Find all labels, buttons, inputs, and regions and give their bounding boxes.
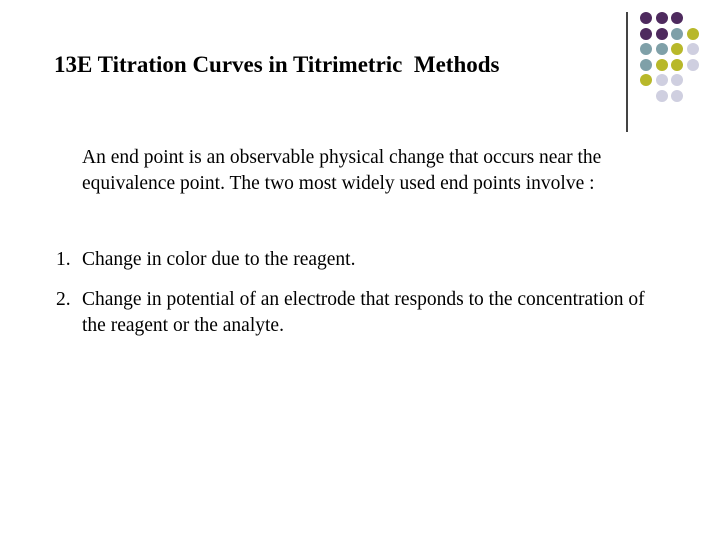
decorative-dot	[656, 28, 668, 40]
decorative-dot	[671, 28, 683, 40]
decorative-dot	[640, 74, 652, 86]
decorative-dot	[656, 90, 668, 102]
end-point-list	[56, 247, 656, 353]
decorative-dot	[640, 12, 652, 24]
list-item-number: 2.	[56, 289, 71, 310]
decorative-dot	[656, 59, 668, 71]
decorative-dot	[687, 59, 699, 71]
decorative-dot	[671, 59, 683, 71]
list-item-text: Change in color due to the reagent.	[82, 249, 356, 270]
decorative-dot	[671, 43, 683, 55]
list-item	[56, 287, 656, 339]
decorative-dot	[671, 74, 683, 86]
list-item	[56, 247, 656, 273]
decorative-dot	[671, 12, 683, 24]
decorative-dot	[656, 74, 668, 86]
slide-title: 13E Titration Curves in Titrimetric Methods	[54, 52, 500, 77]
decorative-dot	[671, 90, 683, 102]
list-item-text: Change in potential of an electrode that responds to the concentration of the reagent or the analyte.	[82, 289, 645, 336]
decorative-dot	[656, 43, 668, 55]
decorative-dot	[656, 12, 668, 24]
intro-paragraph: An end point is an observable physical change that occurs near the equivalence point. The two most widely used end points involve :	[82, 147, 602, 194]
vertical-divider	[626, 12, 628, 132]
list-item-number: 1.	[56, 249, 71, 270]
decorative-dot	[687, 28, 699, 40]
decorative-dot	[640, 28, 652, 40]
decorative-dot	[640, 59, 652, 71]
decorative-dot	[640, 43, 652, 55]
decorative-dot	[687, 43, 699, 55]
